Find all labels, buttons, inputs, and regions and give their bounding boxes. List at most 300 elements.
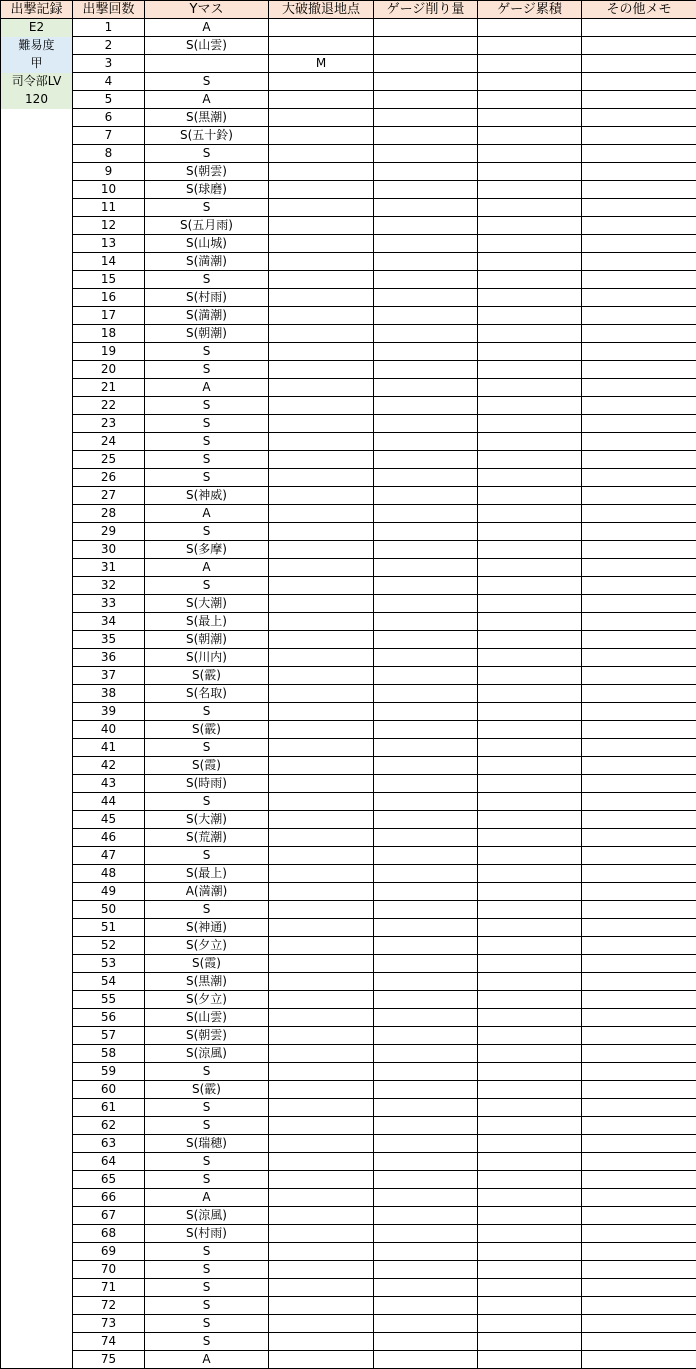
retreat-point-cell[interactable] <box>269 991 374 1009</box>
y-node-result-cell[interactable]: S <box>145 415 269 433</box>
gauge-total-cell[interactable] <box>478 955 582 973</box>
sortie-number-cell[interactable]: 26 <box>73 469 145 487</box>
gauge-total-cell[interactable] <box>478 901 582 919</box>
notes-cell[interactable] <box>582 469 696 487</box>
sortie-number-cell[interactable]: 33 <box>73 595 145 613</box>
sortie-record-cell[interactable] <box>1 541 73 559</box>
retreat-point-cell[interactable] <box>269 631 374 649</box>
y-node-result-cell[interactable]: A <box>145 1351 269 1369</box>
y-node-result-cell[interactable]: A <box>145 19 269 37</box>
sortie-number-cell[interactable]: 36 <box>73 649 145 667</box>
notes-cell[interactable] <box>582 919 696 937</box>
notes-cell[interactable] <box>582 811 696 829</box>
retreat-point-cell[interactable] <box>269 685 374 703</box>
sortie-number-cell[interactable]: 4 <box>73 73 145 91</box>
sortie-number-cell[interactable]: 8 <box>73 145 145 163</box>
y-node-result-cell[interactable]: S(夕立) <box>145 937 269 955</box>
y-node-result-cell[interactable]: S(多摩) <box>145 541 269 559</box>
gauge-damage-cell[interactable] <box>374 1009 478 1027</box>
gauge-damage-cell[interactable] <box>374 793 478 811</box>
notes-cell[interactable] <box>582 793 696 811</box>
sortie-record-cell[interactable] <box>1 199 73 217</box>
gauge-damage-cell[interactable] <box>374 883 478 901</box>
notes-cell[interactable] <box>582 1009 696 1027</box>
sortie-info-cell[interactable]: 司令部LV <box>1 73 73 91</box>
sortie-number-cell[interactable]: 37 <box>73 667 145 685</box>
notes-cell[interactable] <box>582 649 696 667</box>
y-node-result-cell[interactable]: S <box>145 1099 269 1117</box>
gauge-damage-cell[interactable] <box>374 433 478 451</box>
gauge-damage-cell[interactable] <box>374 1081 478 1099</box>
gauge-damage-cell[interactable] <box>374 541 478 559</box>
retreat-point-cell[interactable] <box>269 865 374 883</box>
retreat-point-cell[interactable] <box>269 1279 374 1297</box>
gauge-total-cell[interactable] <box>478 775 582 793</box>
gauge-damage-cell[interactable] <box>374 991 478 1009</box>
y-node-result-cell[interactable]: S <box>145 1261 269 1279</box>
sortie-number-cell[interactable]: 10 <box>73 181 145 199</box>
sortie-record-cell[interactable] <box>1 973 73 991</box>
gauge-total-cell[interactable] <box>478 1081 582 1099</box>
retreat-point-cell[interactable] <box>269 325 374 343</box>
gauge-damage-cell[interactable] <box>374 523 478 541</box>
gauge-damage-cell[interactable] <box>374 19 478 37</box>
notes-cell[interactable] <box>582 1117 696 1135</box>
sortie-number-cell[interactable]: 6 <box>73 109 145 127</box>
notes-cell[interactable] <box>582 1099 696 1117</box>
retreat-point-cell[interactable] <box>269 397 374 415</box>
gauge-total-cell[interactable] <box>478 1009 582 1027</box>
gauge-total-cell[interactable] <box>478 991 582 1009</box>
gauge-damage-cell[interactable] <box>374 55 478 73</box>
gauge-damage-cell[interactable] <box>374 361 478 379</box>
sortie-record-cell[interactable] <box>1 325 73 343</box>
y-node-result-cell[interactable]: A <box>145 1189 269 1207</box>
sortie-number-cell[interactable]: 3 <box>73 55 145 73</box>
gauge-total-cell[interactable] <box>478 379 582 397</box>
retreat-point-cell[interactable] <box>269 145 374 163</box>
gauge-total-cell[interactable] <box>478 559 582 577</box>
y-node-result-cell[interactable]: S(荒潮) <box>145 829 269 847</box>
gauge-total-cell[interactable] <box>478 829 582 847</box>
sortie-record-cell[interactable] <box>1 127 73 145</box>
y-node-result-cell[interactable]: S(満潮) <box>145 307 269 325</box>
gauge-damage-cell[interactable] <box>374 739 478 757</box>
sortie-number-cell[interactable]: 14 <box>73 253 145 271</box>
gauge-damage-cell[interactable] <box>374 937 478 955</box>
notes-cell[interactable] <box>582 343 696 361</box>
retreat-point-cell[interactable] <box>269 667 374 685</box>
sortie-record-cell[interactable] <box>1 505 73 523</box>
sortie-number-cell[interactable]: 35 <box>73 631 145 649</box>
sortie-number-cell[interactable]: 75 <box>73 1351 145 1369</box>
gauge-total-cell[interactable] <box>478 253 582 271</box>
notes-cell[interactable] <box>582 703 696 721</box>
gauge-total-cell[interactable] <box>478 883 582 901</box>
sortie-number-cell[interactable]: 51 <box>73 919 145 937</box>
gauge-damage-cell[interactable] <box>374 289 478 307</box>
y-node-result-cell[interactable]: S <box>145 739 269 757</box>
notes-cell[interactable] <box>582 1261 696 1279</box>
gauge-damage-cell[interactable] <box>374 1153 478 1171</box>
sortie-info-cell[interactable]: E2 <box>1 19 73 37</box>
y-node-result-cell[interactable]: S(山雲) <box>145 1009 269 1027</box>
sortie-record-cell[interactable] <box>1 145 73 163</box>
y-node-result-cell[interactable]: S(名取) <box>145 685 269 703</box>
retreat-point-cell[interactable] <box>269 433 374 451</box>
retreat-point-cell[interactable] <box>269 1297 374 1315</box>
y-node-result-cell[interactable]: S <box>145 343 269 361</box>
notes-cell[interactable] <box>582 289 696 307</box>
gauge-total-cell[interactable] <box>478 37 582 55</box>
notes-cell[interactable] <box>582 1063 696 1081</box>
gauge-total-cell[interactable] <box>478 505 582 523</box>
sortie-number-cell[interactable]: 28 <box>73 505 145 523</box>
gauge-total-cell[interactable] <box>478 19 582 37</box>
gauge-total-cell[interactable] <box>478 1243 582 1261</box>
sortie-info-cell[interactable]: 甲 <box>1 55 73 73</box>
retreat-point-cell[interactable] <box>269 523 374 541</box>
retreat-point-cell[interactable] <box>269 775 374 793</box>
gauge-total-cell[interactable] <box>478 667 582 685</box>
sortie-number-cell[interactable]: 41 <box>73 739 145 757</box>
sortie-record-cell[interactable] <box>1 343 73 361</box>
sortie-record-cell[interactable] <box>1 523 73 541</box>
notes-cell[interactable] <box>582 1081 696 1099</box>
notes-cell[interactable] <box>582 721 696 739</box>
retreat-point-cell[interactable] <box>269 811 374 829</box>
gauge-total-cell[interactable] <box>478 577 582 595</box>
retreat-point-cell[interactable] <box>269 577 374 595</box>
sortie-record-cell[interactable] <box>1 1081 73 1099</box>
notes-cell[interactable] <box>582 109 696 127</box>
retreat-point-cell[interactable] <box>269 1351 374 1369</box>
notes-cell[interactable] <box>582 397 696 415</box>
gauge-damage-cell[interactable] <box>374 847 478 865</box>
gauge-total-cell[interactable] <box>478 361 582 379</box>
retreat-point-cell[interactable] <box>269 1081 374 1099</box>
sortie-number-cell[interactable]: 25 <box>73 451 145 469</box>
notes-cell[interactable] <box>582 973 696 991</box>
gauge-damage-cell[interactable] <box>374 271 478 289</box>
sortie-number-cell[interactable]: 38 <box>73 685 145 703</box>
retreat-point-cell[interactable] <box>269 919 374 937</box>
gauge-damage-cell[interactable] <box>374 1171 478 1189</box>
sortie-number-cell[interactable]: 69 <box>73 1243 145 1261</box>
y-node-result-cell[interactable]: S <box>145 397 269 415</box>
gauge-damage-cell[interactable] <box>374 127 478 145</box>
sortie-record-cell[interactable] <box>1 379 73 397</box>
notes-cell[interactable] <box>582 325 696 343</box>
gauge-damage-cell[interactable] <box>374 343 478 361</box>
sortie-record-cell[interactable] <box>1 937 73 955</box>
y-node-result-cell[interactable]: S <box>145 1171 269 1189</box>
sortie-number-cell[interactable]: 56 <box>73 1009 145 1027</box>
notes-cell[interactable] <box>582 19 696 37</box>
notes-cell[interactable] <box>582 253 696 271</box>
gauge-total-cell[interactable] <box>478 1279 582 1297</box>
sortie-record-cell[interactable] <box>1 433 73 451</box>
sortie-record-cell[interactable] <box>1 883 73 901</box>
retreat-point-cell[interactable] <box>269 1261 374 1279</box>
notes-cell[interactable] <box>582 559 696 577</box>
gauge-total-cell[interactable] <box>478 397 582 415</box>
gauge-damage-cell[interactable] <box>374 1333 478 1351</box>
sortie-number-cell[interactable]: 70 <box>73 1261 145 1279</box>
gauge-damage-cell[interactable] <box>374 1099 478 1117</box>
sortie-number-cell[interactable]: 54 <box>73 973 145 991</box>
y-node-result-cell[interactable]: S(朝潮) <box>145 631 269 649</box>
y-node-result-cell[interactable]: S <box>145 901 269 919</box>
retreat-point-cell[interactable] <box>269 415 374 433</box>
notes-cell[interactable] <box>582 775 696 793</box>
gauge-damage-cell[interactable] <box>374 559 478 577</box>
y-node-result-cell[interactable]: S(霰) <box>145 1081 269 1099</box>
y-node-result-cell[interactable]: S(霰) <box>145 721 269 739</box>
gauge-damage-cell[interactable] <box>374 1279 478 1297</box>
gauge-damage-cell[interactable] <box>374 721 478 739</box>
retreat-point-cell[interactable] <box>269 739 374 757</box>
gauge-damage-cell[interactable] <box>374 865 478 883</box>
gauge-damage-cell[interactable] <box>374 1045 478 1063</box>
y-node-result-cell[interactable]: S(霞) <box>145 955 269 973</box>
y-node-result-cell[interactable]: S(朝雲) <box>145 1027 269 1045</box>
y-node-result-cell[interactable]: S(涼風) <box>145 1045 269 1063</box>
gauge-damage-cell[interactable] <box>374 919 478 937</box>
y-node-result-cell[interactable]: S(黒潮) <box>145 973 269 991</box>
gauge-damage-cell[interactable] <box>374 73 478 91</box>
notes-cell[interactable] <box>582 865 696 883</box>
header-other-notes[interactable]: その他メモ <box>582 1 696 19</box>
y-node-result-cell[interactable]: S(五月雨) <box>145 217 269 235</box>
sortie-record-cell[interactable] <box>1 271 73 289</box>
notes-cell[interactable] <box>582 199 696 217</box>
gauge-total-cell[interactable] <box>478 703 582 721</box>
gauge-total-cell[interactable] <box>478 1225 582 1243</box>
notes-cell[interactable] <box>582 847 696 865</box>
gauge-damage-cell[interactable] <box>374 1117 478 1135</box>
gauge-damage-cell[interactable] <box>374 415 478 433</box>
gauge-total-cell[interactable] <box>478 1351 582 1369</box>
gauge-damage-cell[interactable] <box>374 649 478 667</box>
sortie-number-cell[interactable]: 67 <box>73 1207 145 1225</box>
notes-cell[interactable] <box>582 1225 696 1243</box>
gauge-total-cell[interactable] <box>478 415 582 433</box>
retreat-point-cell[interactable] <box>269 181 374 199</box>
gauge-damage-cell[interactable] <box>374 811 478 829</box>
sortie-record-cell[interactable] <box>1 577 73 595</box>
sortie-number-cell[interactable]: 61 <box>73 1099 145 1117</box>
sortie-record-cell[interactable] <box>1 235 73 253</box>
y-node-result-cell[interactable]: S(山雲) <box>145 37 269 55</box>
header-gauge-damage[interactable]: ゲージ削り量 <box>374 1 478 19</box>
y-node-result-cell[interactable]: S <box>145 523 269 541</box>
sortie-record-cell[interactable] <box>1 811 73 829</box>
gauge-damage-cell[interactable] <box>374 1063 478 1081</box>
gauge-damage-cell[interactable] <box>374 595 478 613</box>
y-node-result-cell[interactable]: S(黒潮) <box>145 109 269 127</box>
sortie-number-cell[interactable]: 64 <box>73 1153 145 1171</box>
sortie-record-cell[interactable] <box>1 847 73 865</box>
sortie-number-cell[interactable]: 52 <box>73 937 145 955</box>
gauge-total-cell[interactable] <box>478 685 582 703</box>
notes-cell[interactable] <box>582 91 696 109</box>
sortie-number-cell[interactable]: 66 <box>73 1189 145 1207</box>
retreat-point-cell[interactable] <box>269 1207 374 1225</box>
notes-cell[interactable] <box>582 631 696 649</box>
gauge-damage-cell[interactable] <box>374 307 478 325</box>
sortie-record-cell[interactable] <box>1 1171 73 1189</box>
notes-cell[interactable] <box>582 1333 696 1351</box>
sortie-number-cell[interactable]: 59 <box>73 1063 145 1081</box>
sortie-record-cell[interactable] <box>1 1207 73 1225</box>
sortie-number-cell[interactable]: 58 <box>73 1045 145 1063</box>
gauge-damage-cell[interactable] <box>374 1297 478 1315</box>
retreat-point-cell[interactable] <box>269 91 374 109</box>
gauge-damage-cell[interactable] <box>374 235 478 253</box>
y-node-result-cell[interactable]: S <box>145 469 269 487</box>
notes-cell[interactable] <box>582 937 696 955</box>
sortie-record-cell[interactable] <box>1 649 73 667</box>
gauge-total-cell[interactable] <box>478 1135 582 1153</box>
gauge-damage-cell[interactable] <box>374 145 478 163</box>
y-node-result-cell[interactable]: A <box>145 379 269 397</box>
gauge-total-cell[interactable] <box>478 109 582 127</box>
y-node-result-cell[interactable]: S <box>145 1279 269 1297</box>
gauge-total-cell[interactable] <box>478 1117 582 1135</box>
gauge-total-cell[interactable] <box>478 307 582 325</box>
sortie-record-cell[interactable] <box>1 1027 73 1045</box>
gauge-total-cell[interactable] <box>478 793 582 811</box>
gauge-damage-cell[interactable] <box>374 217 478 235</box>
sortie-number-cell[interactable]: 16 <box>73 289 145 307</box>
gauge-damage-cell[interactable] <box>374 1189 478 1207</box>
gauge-total-cell[interactable] <box>478 325 582 343</box>
notes-cell[interactable] <box>582 1135 696 1153</box>
sortie-record-cell[interactable] <box>1 361 73 379</box>
sortie-number-cell[interactable]: 44 <box>73 793 145 811</box>
sortie-record-cell[interactable] <box>1 253 73 271</box>
gauge-total-cell[interactable] <box>478 1333 582 1351</box>
retreat-point-cell[interactable]: M <box>269 55 374 73</box>
sortie-record-cell[interactable] <box>1 1315 73 1333</box>
gauge-damage-cell[interactable] <box>374 1135 478 1153</box>
sortie-number-cell[interactable]: 46 <box>73 829 145 847</box>
retreat-point-cell[interactable] <box>269 613 374 631</box>
gauge-damage-cell[interactable] <box>374 505 478 523</box>
gauge-total-cell[interactable] <box>478 1171 582 1189</box>
notes-cell[interactable] <box>582 613 696 631</box>
gauge-damage-cell[interactable] <box>374 379 478 397</box>
retreat-point-cell[interactable] <box>269 937 374 955</box>
y-node-result-cell[interactable]: A <box>145 91 269 109</box>
gauge-total-cell[interactable] <box>478 217 582 235</box>
notes-cell[interactable] <box>582 1207 696 1225</box>
retreat-point-cell[interactable] <box>269 955 374 973</box>
gauge-total-cell[interactable] <box>478 919 582 937</box>
notes-cell[interactable] <box>582 361 696 379</box>
gauge-damage-cell[interactable] <box>374 1351 478 1369</box>
notes-cell[interactable] <box>582 73 696 91</box>
y-node-result-cell[interactable]: S(山城) <box>145 235 269 253</box>
retreat-point-cell[interactable] <box>269 1117 374 1135</box>
gauge-total-cell[interactable] <box>478 55 582 73</box>
gauge-total-cell[interactable] <box>478 433 582 451</box>
retreat-point-cell[interactable] <box>269 199 374 217</box>
gauge-total-cell[interactable] <box>478 541 582 559</box>
sortie-record-cell[interactable] <box>1 307 73 325</box>
sortie-number-cell[interactable]: 63 <box>73 1135 145 1153</box>
notes-cell[interactable] <box>582 1153 696 1171</box>
gauge-damage-cell[interactable] <box>374 37 478 55</box>
sortie-record-cell[interactable] <box>1 955 73 973</box>
gauge-damage-cell[interactable] <box>374 91 478 109</box>
retreat-point-cell[interactable] <box>269 883 374 901</box>
gauge-damage-cell[interactable] <box>374 451 478 469</box>
notes-cell[interactable] <box>582 235 696 253</box>
gauge-damage-cell[interactable] <box>374 487 478 505</box>
notes-cell[interactable] <box>582 1297 696 1315</box>
notes-cell[interactable] <box>582 739 696 757</box>
sortie-number-cell[interactable]: 22 <box>73 397 145 415</box>
gauge-total-cell[interactable] <box>478 865 582 883</box>
notes-cell[interactable] <box>582 307 696 325</box>
gauge-total-cell[interactable] <box>478 847 582 865</box>
retreat-point-cell[interactable] <box>269 1171 374 1189</box>
notes-cell[interactable] <box>582 955 696 973</box>
gauge-total-cell[interactable] <box>478 343 582 361</box>
sortie-number-cell[interactable]: 23 <box>73 415 145 433</box>
gauge-damage-cell[interactable] <box>374 577 478 595</box>
gauge-total-cell[interactable] <box>478 1027 582 1045</box>
y-node-result-cell[interactable]: S <box>145 433 269 451</box>
gauge-damage-cell[interactable] <box>374 253 478 271</box>
sortie-record-cell[interactable] <box>1 631 73 649</box>
sortie-number-cell[interactable]: 24 <box>73 433 145 451</box>
retreat-point-cell[interactable] <box>269 1027 374 1045</box>
gauge-total-cell[interactable] <box>478 181 582 199</box>
sortie-number-cell[interactable]: 53 <box>73 955 145 973</box>
retreat-point-cell[interactable] <box>269 19 374 37</box>
sortie-number-cell[interactable]: 42 <box>73 757 145 775</box>
sortie-record-cell[interactable] <box>1 685 73 703</box>
sortie-record-cell[interactable] <box>1 451 73 469</box>
y-node-result-cell[interactable]: S(川内) <box>145 649 269 667</box>
y-node-result-cell[interactable]: S(涼風) <box>145 1207 269 1225</box>
sortie-number-cell[interactable]: 18 <box>73 325 145 343</box>
y-node-result-cell[interactable]: S(村雨) <box>145 1225 269 1243</box>
retreat-point-cell[interactable] <box>269 1063 374 1081</box>
sortie-number-cell[interactable]: 73 <box>73 1315 145 1333</box>
y-node-result-cell[interactable]: S(五十鈴) <box>145 127 269 145</box>
y-node-result-cell[interactable]: S <box>145 1153 269 1171</box>
sortie-record-cell[interactable] <box>1 1009 73 1027</box>
sortie-number-cell[interactable]: 27 <box>73 487 145 505</box>
retreat-point-cell[interactable] <box>269 721 374 739</box>
gauge-total-cell[interactable] <box>478 595 582 613</box>
sortie-record-cell[interactable] <box>1 793 73 811</box>
notes-cell[interactable] <box>582 487 696 505</box>
sortie-number-cell[interactable]: 62 <box>73 1117 145 1135</box>
sortie-number-cell[interactable]: 2 <box>73 37 145 55</box>
sortie-record-cell[interactable] <box>1 1045 73 1063</box>
retreat-point-cell[interactable] <box>269 451 374 469</box>
sortie-record-cell[interactable] <box>1 991 73 1009</box>
sortie-record-cell[interactable] <box>1 703 73 721</box>
sortie-record-cell[interactable] <box>1 469 73 487</box>
y-node-result-cell[interactable]: S <box>145 271 269 289</box>
sortie-number-cell[interactable]: 30 <box>73 541 145 559</box>
